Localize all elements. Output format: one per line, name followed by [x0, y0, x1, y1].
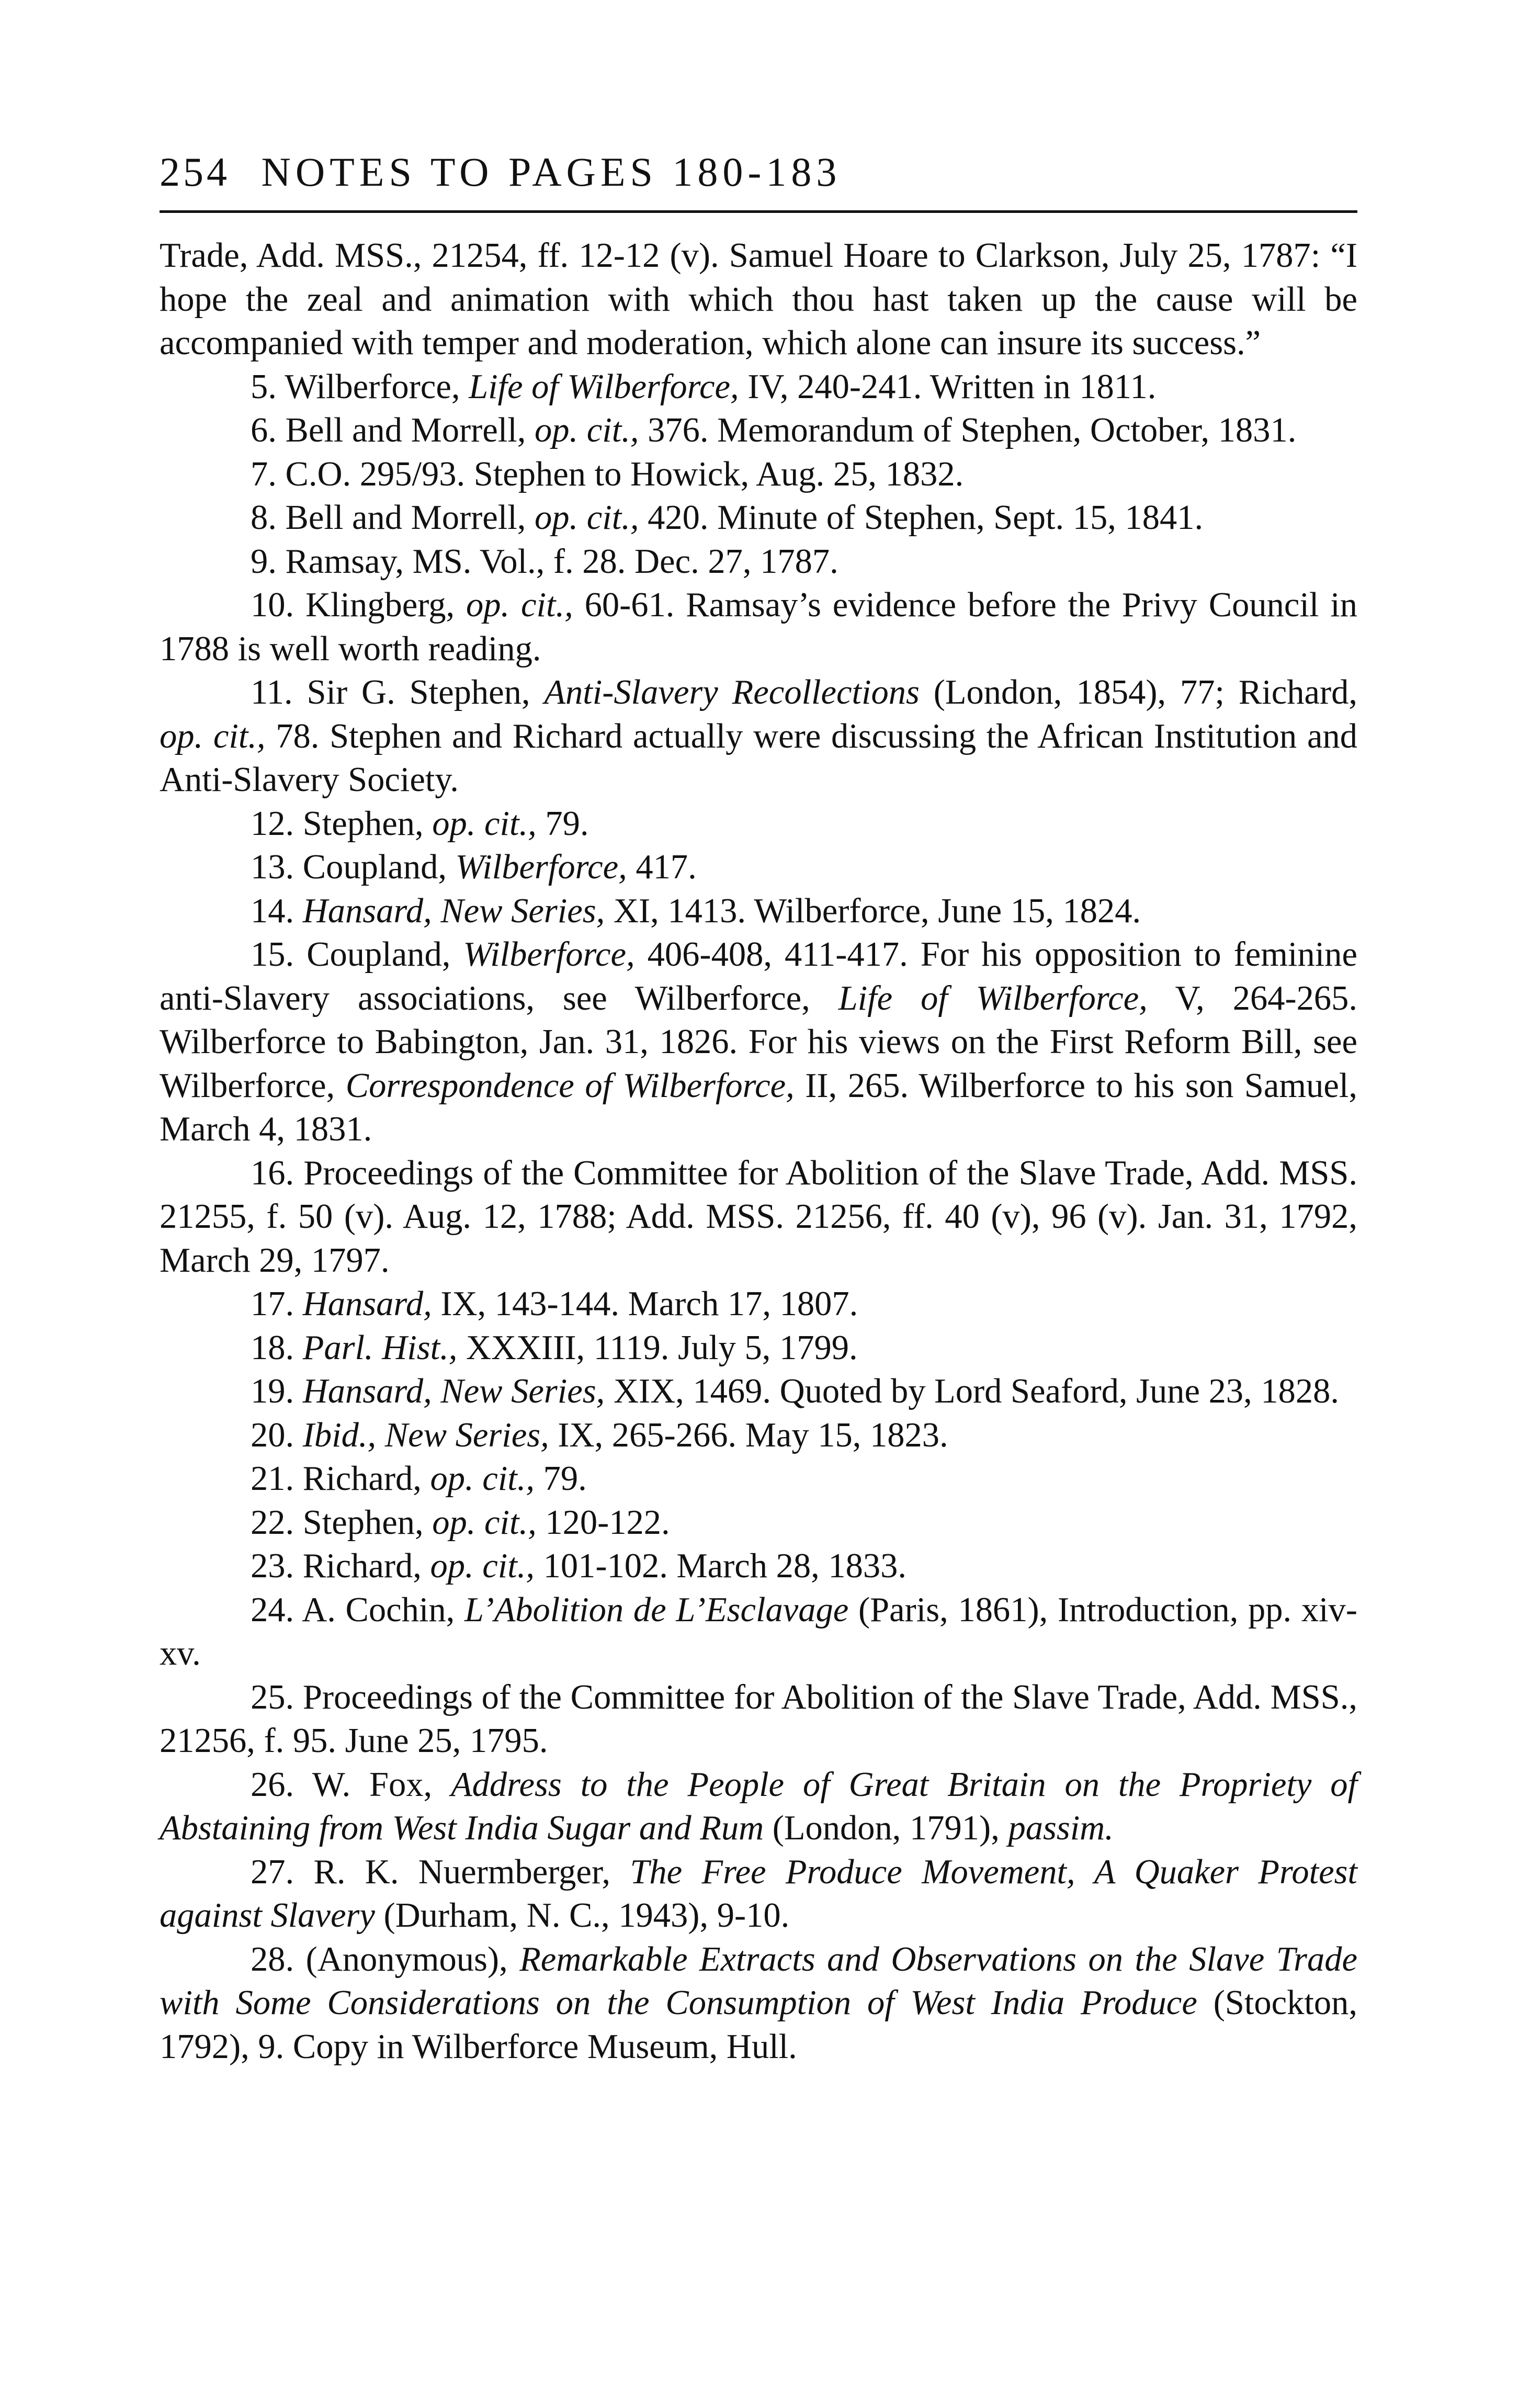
endnote [160, 845, 1357, 889]
endnote [160, 1588, 1357, 1676]
note-text: 20. [251, 1416, 303, 1454]
note-text: 17. [251, 1285, 303, 1323]
note-text: 9. Ramsay, MS. Vol., f. 28. Dec. 27, 1787. [251, 542, 838, 581]
note-continuation [160, 234, 1357, 365]
note-text: (Stockton, 1792), 9. Copy in Wilberforce Museum, Hull. [160, 1984, 1357, 2066]
italic-title: Hansard, New Series, [302, 1372, 605, 1410]
note-text: 420. Minute of Stephen, Sept. 15, 1841. [639, 499, 1204, 537]
italic-title: Wilberforce, [463, 935, 635, 974]
book-page [160, 149, 1358, 2068]
note-text: II, 265. Wilberforce to his son Samuel, March 4, 1831. [160, 1066, 1357, 1148]
note-text: 26. W. Fox, [251, 1765, 451, 1804]
endnote [160, 453, 1357, 496]
endnote [160, 1501, 1357, 1545]
italic-title: op. cit., [466, 586, 573, 624]
note-text: 28. (Anonymous), [251, 1940, 520, 1979]
endnote [160, 1938, 1357, 2069]
note-text: 18. [251, 1328, 303, 1367]
endnote [160, 365, 1357, 409]
italic-title: op. cit., [432, 1503, 537, 1542]
italic-title: Hansard, [302, 1285, 432, 1323]
note-text: 8. Bell and Morrell, [251, 499, 535, 537]
note-text: 19. [251, 1372, 303, 1410]
endnotes-list [160, 234, 1357, 2068]
note-text: 25. Proceedings of the Committee for Abolition of the Slave Trade, Add. MSS., 21256, f. 95. June 25, 1795. [160, 1678, 1357, 1760]
note-text: XXXIII, 1119. July 5, 1799. [457, 1328, 858, 1367]
note-text: (London, 1791), [764, 1809, 1008, 1847]
note-text: IX, 143-144. March 17, 1807. [432, 1285, 858, 1323]
italic-title: Life of Wilberforce, [469, 367, 739, 406]
endnote [160, 1763, 1357, 1850]
italic-title: op. cit., [432, 804, 537, 843]
italic-title: Ibid., New Series, [302, 1416, 549, 1454]
italic-title: op. cit., [534, 499, 639, 537]
endnote [160, 889, 1357, 933]
endnote [160, 540, 1357, 584]
note-text: XIX, 1469. Quoted by Lord Seaford, June 23, 1828. [605, 1372, 1339, 1410]
italic-title: passim. [1008, 1809, 1114, 1847]
note-text: 10. Klingberg, [251, 586, 466, 624]
note-text: XI, 1413. Wilberforce, June 15, 1824. [605, 891, 1141, 930]
endnote [160, 1370, 1357, 1414]
note-text: 7. C.O. 295/93. Stephen to Howick, Aug. 25, 1832. [251, 455, 964, 493]
endnote [160, 671, 1357, 802]
endnote [160, 1676, 1357, 1763]
note-text: 22. Stephen, [251, 1503, 433, 1542]
italic-title: op. cit., [430, 1547, 535, 1585]
note-text: 78. Stephen and Richard actually were discussing the African Institution and Anti-Slavery Society. [160, 717, 1357, 799]
italic-title: Remarkable Extracts and Observations on the Slave Trade with Some Considerations on the Consumption of West India Produce [160, 1940, 1358, 2022]
italic-title: Correspondence of Wilberforce, [345, 1066, 795, 1105]
note-text: 79. [536, 804, 589, 843]
note-text: 6. Bell and Morrell, [251, 411, 535, 449]
italic-title: op. cit., [534, 411, 639, 449]
italic-title: L’Abolition de L’Esclavage [464, 1590, 849, 1629]
note-text: 376. Memorandum of Stephen, October, 1831. [639, 411, 1297, 449]
endnote [160, 496, 1357, 540]
note-text: 79. [534, 1460, 587, 1498]
note-text: 406-408, 411-417. For his opposition to feminine anti-Slavery associations, see Wilberforce, [160, 935, 1357, 1018]
italic-title: The Free Produce Movement, A Quaker Protest against Slavery [160, 1852, 1357, 1935]
note-text: 14. [251, 891, 303, 930]
note-text: 101-102. March 28, 1833. [534, 1547, 907, 1585]
endnote [160, 1414, 1357, 1457]
page-number: 254 [160, 149, 230, 195]
italic-title: Anti-Slavery Recollections [544, 673, 920, 711]
note-text: IV, 240-241. Written in 1811. [739, 367, 1157, 406]
note-text: 16. Proceedings of the Committee for Abolition of the Slave Trade, Add. MSS. 21255, f. 50 (v). Aug. 12, 1788; Add. MSS. 21256, ff. 40 (v), 96 (v). Jan. 31, 1792, March 29, 1797. [160, 1154, 1357, 1280]
italic-title: op. cit., [160, 717, 266, 755]
endnote [160, 1850, 1357, 1938]
italic-title: Life of Wilberforce, [838, 979, 1148, 1018]
endnote [160, 1544, 1357, 1588]
endnote [160, 1326, 1357, 1370]
note-text: 24. A. Cochin, [251, 1590, 464, 1629]
note-text: IX, 265-266. May 15, 1823. [549, 1416, 948, 1454]
running-title: NOTES TO PAGES 180-183 [261, 149, 842, 195]
note-text: 13. Coupland, [251, 848, 456, 886]
note-text: 15. Coupland, [251, 935, 463, 974]
note-text: 417. [627, 848, 697, 886]
note-text: 60-61. Ramsay’s evidence before the Privy Council in 1788 is well worth reading. [160, 586, 1358, 668]
endnote [160, 1457, 1357, 1501]
italic-title: Address to the People of Great Britain on the Propriety of Abstaining from West India Sugar and Rum [160, 1765, 1357, 1847]
note-text: 23. Richard, [251, 1547, 430, 1585]
endnote [160, 1151, 1357, 1283]
note-text: 11. Sir G. Stephen, [251, 673, 545, 711]
endnote [160, 409, 1357, 453]
endnote [160, 1282, 1357, 1326]
italic-title: Wilberforce, [455, 848, 627, 886]
note-text: 21. Richard, [251, 1460, 430, 1498]
note-text: (London, 1854), 77; Richard, [919, 673, 1358, 711]
note-text: 12. Stephen, [251, 804, 433, 843]
note-text: (Durham, N. C., 1943), 9-10. [375, 1896, 790, 1935]
note-text: Trade, Add. MSS., 21254, ff. 12-12 (v). Samuel Hoare to Clarkson, July 25, 1787: “I hope the zeal and animation with which thou hast taken up the cause will be accompanied with temper and moderation, which alone can insure its success.” [160, 236, 1357, 362]
endnote [160, 933, 1357, 1151]
note-text: 5. Wilberforce, [251, 367, 469, 406]
endnote [160, 583, 1357, 671]
note-text: 27. R. K. Nuermberger, [251, 1852, 630, 1891]
note-text: 120-122. [536, 1503, 670, 1542]
italic-title: Hansard, New Series, [302, 891, 605, 930]
note-text: V, 264-265. Wilberforce to Babington, Jan. 31, 1826. For his views on the First Reform Bill, see Wilberforce, [160, 979, 1357, 1105]
italic-title: op. cit., [430, 1460, 535, 1498]
italic-title: Parl. Hist., [302, 1328, 458, 1367]
running-head [160, 149, 1357, 213]
note-text: (Paris, 1861), Introduction, pp. xiv-xv. [160, 1590, 1357, 1672]
endnote [160, 802, 1357, 846]
